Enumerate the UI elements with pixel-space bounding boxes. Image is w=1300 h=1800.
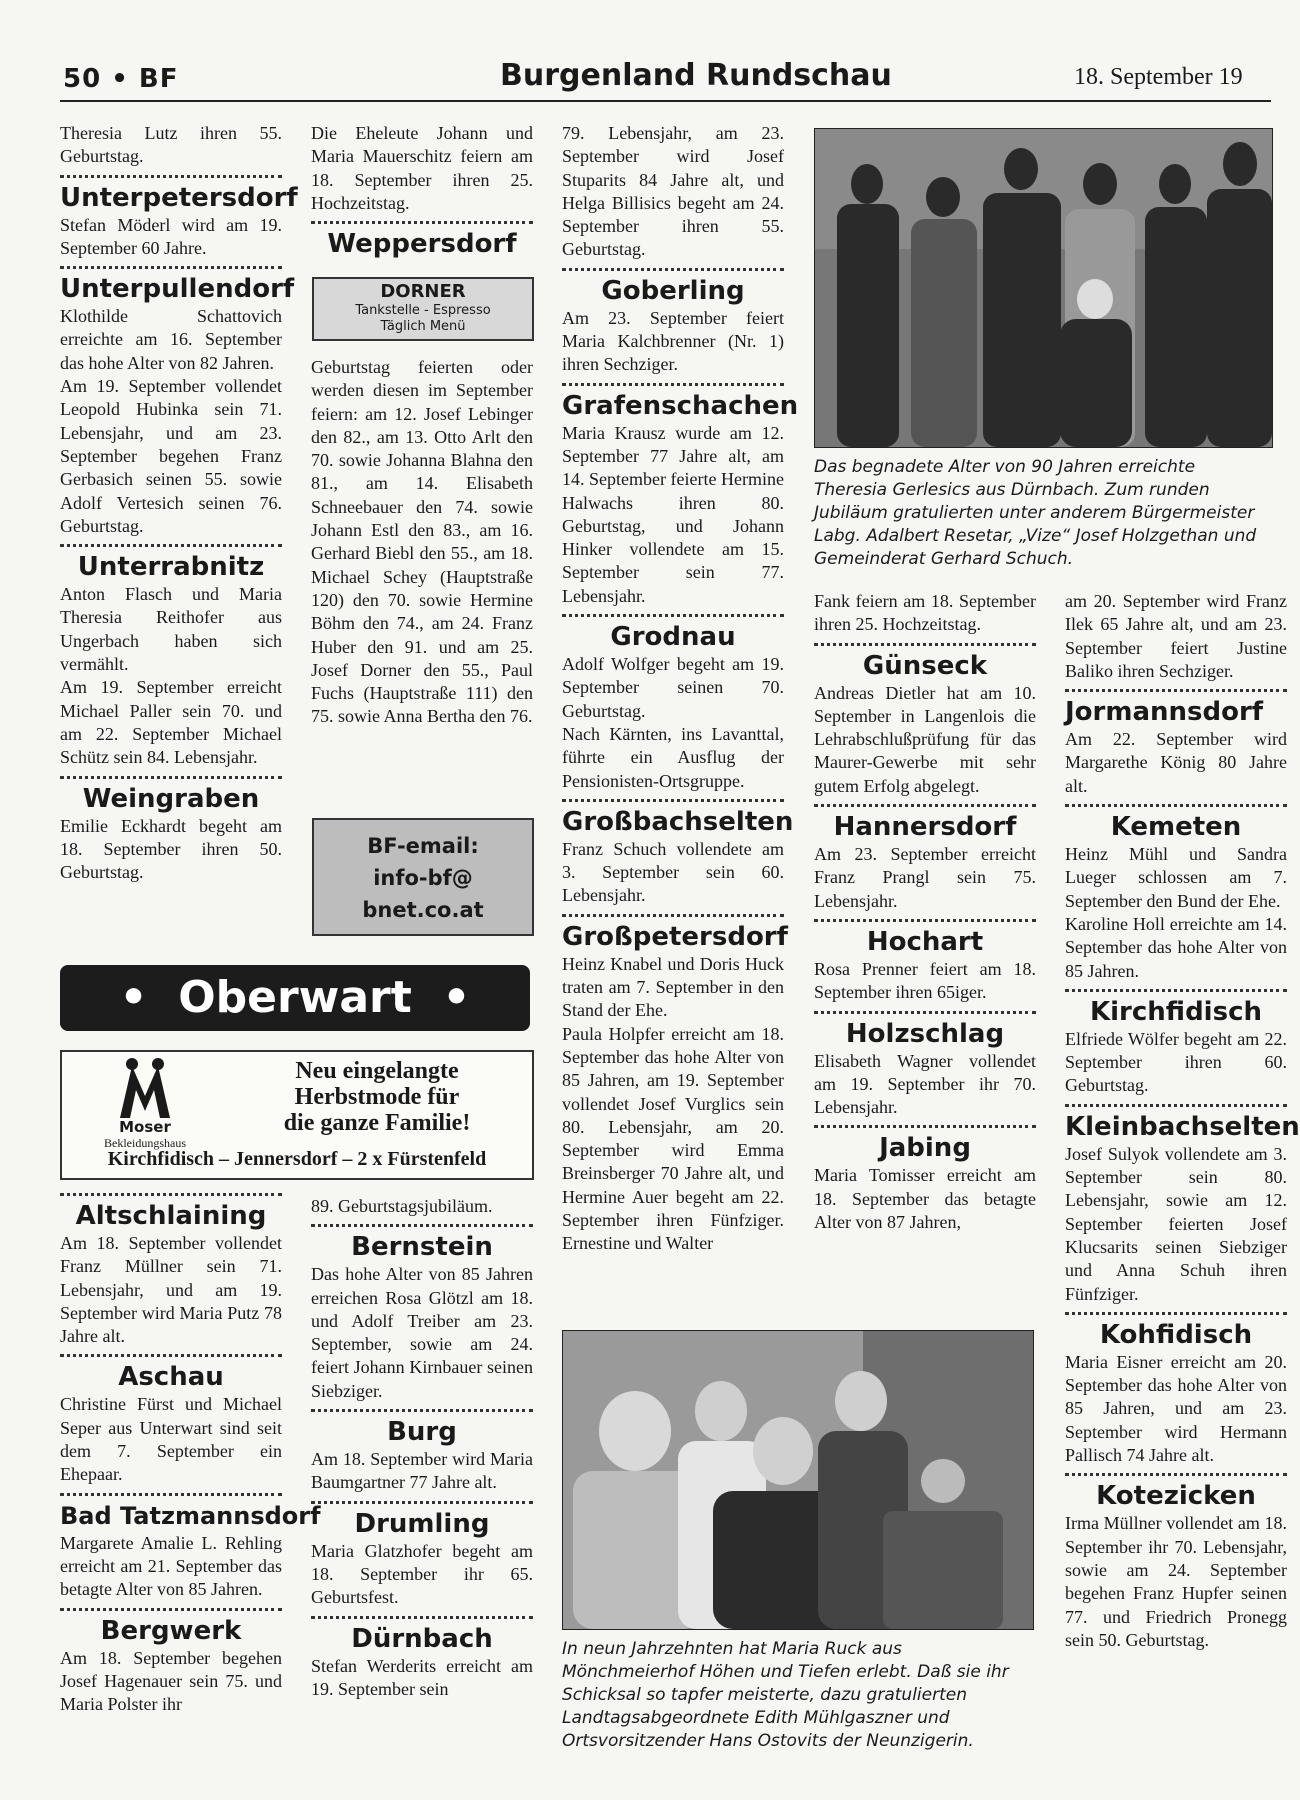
town-heading: Burg bbox=[387, 1417, 457, 1448]
divider bbox=[60, 544, 282, 547]
divider bbox=[1065, 1104, 1287, 1107]
town-heading: Jabing bbox=[879, 1133, 971, 1164]
column-3 bbox=[562, 122, 799, 1256]
article-text: Am 19. September erreicht Michael Paller sein 70. und am 22. September Michael Schütz sein 84. Lebensjahr. bbox=[60, 677, 282, 768]
divider bbox=[1065, 804, 1287, 807]
column-a bbox=[60, 1193, 321, 1716]
divider bbox=[311, 1409, 533, 1412]
column-1 bbox=[60, 122, 298, 884]
article-text: Maria Glatzhofer begeht am 18. September ihr 65. Geburtsfest. bbox=[311, 1540, 533, 1608]
ad-line: Herbstmode für bbox=[294, 1084, 460, 1110]
article-text: Karoline Holl erreichte am 14. September das hohe Alter von 85 Jahren. bbox=[1065, 913, 1287, 981]
divider bbox=[311, 1616, 533, 1619]
town-heading: Großpetersdorf bbox=[562, 921, 788, 952]
town-heading: Kemeten bbox=[1110, 812, 1242, 843]
divider bbox=[1065, 1473, 1287, 1476]
town-heading: Grodnau bbox=[610, 622, 736, 653]
divider bbox=[814, 1125, 1036, 1128]
header-rule bbox=[60, 100, 1271, 102]
photo-graphic bbox=[815, 129, 1272, 447]
article-text: Klothilde Schattovich erreichte am 16. September das hohe Alter von 82 Jahren. bbox=[60, 306, 282, 373]
divider bbox=[562, 383, 784, 386]
article-text: Heinz Mühl und Sandra Lueger schlossen am 7. September den Bund der Ehe. bbox=[1065, 844, 1287, 911]
ad-line: Täglich Menü bbox=[380, 319, 466, 334]
divider bbox=[60, 776, 282, 779]
divider bbox=[60, 1493, 282, 1496]
article-text: Am 18. September wird Maria Baumgartner 77 Jahre alt. bbox=[311, 1449, 533, 1493]
article-text: Am 22. September wird Margarethe König 80 Jahre alt. bbox=[1065, 729, 1287, 796]
column-4 bbox=[814, 590, 1036, 1234]
article-text: Stefan Möderl wird am 19. September 60 Jahre. bbox=[60, 214, 282, 258]
ad-subtitle: Bekleidungshaus bbox=[104, 1136, 186, 1150]
town-heading: Kotezicken bbox=[1096, 1481, 1256, 1512]
article-text: Stefan Werderits erreicht am 19. September sein bbox=[311, 1655, 533, 1699]
town-heading: Jormannsdorf bbox=[1065, 697, 1264, 728]
town-heading: Hannersdorf bbox=[833, 812, 1017, 843]
photo-graphic bbox=[563, 1331, 1033, 1629]
ad-line: info-bf@ bbox=[373, 866, 473, 890]
town-heading: Kirchfidisch bbox=[1090, 996, 1262, 1027]
divider bbox=[1065, 689, 1287, 692]
column-2 bbox=[311, 122, 533, 260]
town-heading: Unterpullendorf bbox=[60, 274, 295, 305]
article-text: Am 23. September feiert Maria Kalchbrenner (Nr. 1) ihren Sechziger. bbox=[562, 307, 784, 375]
town-heading: Goberling bbox=[601, 275, 745, 306]
photo-caption: In neun Jahrzehnten hat Maria Ruck aus Mönchmeierhof Höhen und Tiefen erlebt. Daß sie ihr Schicksal so tapfer meisterte, dazu gratulierten Landtagsabgeordnete Edith Mühlgaszner und Ortsvorsitzender Hans Ostovits der Neunzigerin. bbox=[562, 1639, 1009, 1751]
divider bbox=[60, 1608, 282, 1611]
article-text: Maria Eisner erreicht am 20. September das hohe Alter von 85 Jahren, und am 23. September wird Hermann Pallisch 74 Jahre alt. bbox=[1065, 1351, 1287, 1466]
article-text: Elisabeth Wagner vollendet am 19. September ihr 70. Lebensjahr. bbox=[814, 1050, 1036, 1118]
ad-line: bnet.co.at bbox=[362, 898, 484, 922]
article-text: Maria Krausz wurde am 12. September 77 Jahre alt, am 14. September feierte Hermine Halwachs ihren 80. Geburtstag, und Johann Hinker vollendete am 15. September sein 77. Lebensjahr. bbox=[562, 422, 784, 606]
divider bbox=[311, 1224, 533, 1227]
article-text: Maria Tomisser erreicht am 18. September das betagte Alter von 87 Jahren, bbox=[814, 1165, 1036, 1233]
town-heading: Bad Tatzmannsdorf bbox=[60, 1501, 321, 1530]
divider bbox=[311, 1501, 533, 1504]
issue-date: 18. September 19 bbox=[1074, 64, 1243, 90]
town-heading: Dürnbach bbox=[351, 1623, 493, 1654]
ad-headline bbox=[227, 1058, 527, 1136]
article-text: 79. Lebensjahr, am 23. September wird Josef Stuparits 84 Jahre alt, und Helga Billisics begeht am 24. September ihren 55. Geburtstag. bbox=[562, 123, 784, 260]
ad-line: BF-email: bbox=[367, 834, 479, 858]
divider bbox=[60, 175, 282, 178]
article-text: Rosa Prenner feiert am 18. September ihren 65iger. bbox=[814, 958, 1036, 1003]
photo-maria-ruck bbox=[562, 1330, 1034, 1630]
town-heading: Altschlaining bbox=[75, 1201, 267, 1231]
town-heading: Aschau bbox=[118, 1362, 224, 1393]
article-text: Am 19. September vollendet Leopold Hubinka sein 71. Lebensjahr, und am 23. September begehen Franz Gerbasich seinen 55. sowie Adolf Vertesich seinen 76. Geburtstag. bbox=[60, 376, 282, 536]
column-5-clip bbox=[1063, 588, 1300, 1800]
article-text: Adolf Wolfger begeht am 19. September seinen 70. Geburtstag. bbox=[562, 654, 784, 721]
section-banner-oberwart bbox=[60, 965, 530, 1031]
article-text: Heinz Knabel und Doris Huck traten am 7. September in den Stand der Ehe. bbox=[562, 953, 784, 1021]
divider bbox=[60, 266, 282, 269]
ad-line: Neu eingelangte bbox=[295, 1058, 459, 1084]
divider bbox=[814, 919, 1036, 922]
divider bbox=[562, 268, 784, 271]
town-heading: Bernstein bbox=[351, 1232, 493, 1263]
article-text: Josef Sulyok vollendete am 3. September sein 80. Lebensjahr, sowie am 12. September feierten Josef Klucsarits seinen Siebziger und Anna Schuh ihren Fünfziger. bbox=[1065, 1143, 1287, 1304]
page-number: 50 • BF bbox=[63, 64, 179, 94]
photo-caption: Das begnadete Alter von 90 Jahren erreichte Theresia Gerlesics aus Dürnbach. Zum runden Jubiläum gratulierten unter anderem Bürgermeister Labg. Adalbert Resetar, „Vize“ Josef Holzgethan und Gemeinderat Gerhard Schuch. bbox=[814, 457, 1257, 569]
ad-brand: Moser bbox=[119, 1118, 171, 1136]
article-text: Andreas Dietler hat am 10. September in Langenlois die Lehrabschlußprüfung für das Maurer-Gewerbe mit sehr gutem Erfolg abgelegt. bbox=[814, 682, 1036, 796]
column-5 bbox=[1065, 590, 1300, 1652]
ad-locations: Kirchfidisch – Jennersdorf – 2 x Fürstenfeld bbox=[107, 1148, 487, 1170]
article-text: Am 18. September vollendet Franz Müllner sein 71. Lebensjahr, und am 19. September wird Maria Putz 78 Jahre alt. bbox=[60, 1233, 282, 1347]
article-text: am 20. September wird Franz Ilek 65 Jahre alt, und am 23. September feiert Justine Baliko ihren Sechziger. bbox=[1065, 591, 1287, 681]
article-text: Geburtstag feierten oder werden diesen im September feiern: am 12. Josef Lebinger den 82., am 13. Otto Arlt den 70. sowie Johanna Blahna den 81., am 14. Elisabeth Schneebauer den 74. sowie Johann Estl den 83., am 16. Gerhard Biebl den 55., am 18. Michael Schey (Hauptstraße 120) den 70. sowie Hermine Böhm den 74., am 24. Franz Huber den 91. und am 25. Josef Dorner den 55., Paul Fuchs (Hauptstraße 111) den 75. sowie Anna Bertha den 76. bbox=[311, 357, 533, 727]
town-heading: Günseck bbox=[862, 650, 988, 681]
photo-jubilee-group bbox=[814, 128, 1273, 448]
article-text: Margarete Amalie L. Rehling erreicht am 21. September das betagte Alter von 85 Jahren. bbox=[60, 1532, 282, 1600]
ad-line: Tankstelle - Espresso bbox=[355, 303, 491, 318]
town-heading: Kohfidisch bbox=[1099, 1319, 1253, 1350]
divider bbox=[311, 221, 533, 224]
ad-brand: DORNER bbox=[380, 281, 466, 302]
email-ad bbox=[312, 818, 534, 936]
town-heading: Grafenschachen bbox=[562, 390, 799, 421]
article-text: Das hohe Alter von 85 Jahren erreichen Rosa Glötzl am 18. und Adolf Treiber am 23. September, sowie am 24. feiert Johann Kirnbauer seinen Siebziger. bbox=[311, 1264, 533, 1401]
divider bbox=[562, 914, 784, 917]
article-text: Theresia Lutz ihren 55. Geburtstag. bbox=[60, 123, 282, 167]
divider bbox=[814, 804, 1036, 807]
article-text: Nach Kärnten, ins Lavanttal, führte ein Ausflug der Pensionisten-Ortsgruppe. bbox=[562, 723, 784, 791]
town-heading: Holzschlag bbox=[845, 1018, 1005, 1049]
town-heading: Großbachselten bbox=[562, 806, 794, 837]
article-text: Franz Schuch vollendete am 3. September sein 60. Lebensjahr. bbox=[562, 838, 784, 906]
article-text: Am 23. September erreicht Franz Prangl sein 75. Lebensjahr. bbox=[814, 844, 1036, 911]
article-text: Anton Flasch und Maria Theresia Reithofer aus Ungerbach haben sich vermählt. bbox=[60, 584, 282, 675]
article-text: Paula Holpfer erreicht am 18. September das hohe Alter von 85 Jahren, am 19. September vollendet Josef Vurglics sein 80. Lebensjahr, am 20. September wird Emma Breinsberger 70 Jahre alt, und Hermine Auer begeht am 22. September ihren Fünfziger. Ernestine und Walter bbox=[562, 1023, 784, 1254]
article-text: Fank feiern am 18. September ihren 25. Hochzeitstag. bbox=[814, 591, 1036, 635]
town-heading: Weppersdorf bbox=[327, 229, 517, 260]
divider bbox=[60, 1354, 282, 1357]
ad-line: die ganze Familie! bbox=[283, 1110, 471, 1136]
town-heading: Unterrabnitz bbox=[77, 552, 265, 583]
moser-logo-icon bbox=[70, 1056, 220, 1126]
dorner-ad bbox=[312, 277, 534, 341]
article-text: Elfriede Wölfer begeht am 22. September ihren 60. Geburtstag. bbox=[1065, 1028, 1287, 1096]
town-heading: Kleinbachselten bbox=[1065, 1111, 1300, 1142]
divider bbox=[1065, 1312, 1287, 1315]
divider bbox=[60, 1193, 282, 1196]
divider bbox=[562, 799, 784, 802]
town-heading: Hochart bbox=[866, 926, 984, 957]
article-text: Christine Fürst und Michael Seper aus Unterwart sind seit dem 7. September ein Ehepaar. bbox=[60, 1394, 282, 1485]
moser-ad bbox=[60, 1050, 534, 1180]
column-b bbox=[311, 1195, 533, 1701]
town-heading: Drumling bbox=[354, 1508, 490, 1539]
moser-logo bbox=[70, 1056, 220, 1150]
divider bbox=[562, 614, 784, 617]
divider bbox=[1065, 989, 1287, 992]
article-text: Irma Müllner vollendet am 18. September ihr 70. Lebensjahr, sowie am 24. September begehen Franz Hupfer seinen 77. und Friedrich Pronegg sein 50. Geburtstag. bbox=[1065, 1513, 1287, 1650]
article-text: Am 18. September begehen Josef Hagenauer sein 75. und Maria Polster ihr bbox=[60, 1647, 282, 1715]
article-text: Die Eheleute Johann und Maria Mauerschitz feiern am 18. September ihren 25. Hochzeitstag. bbox=[311, 123, 533, 213]
article-text: 89. Geburtstagsjubiläum. bbox=[311, 1196, 493, 1216]
divider bbox=[814, 643, 1036, 646]
town-heading: Bergwerk bbox=[100, 1615, 242, 1646]
town-heading: Weingraben bbox=[82, 783, 260, 814]
column-2-lower bbox=[311, 356, 533, 729]
newspaper-title: Burgenland Rundschau bbox=[500, 58, 892, 93]
divider bbox=[814, 1011, 1036, 1014]
town-heading: Unterpetersdorf bbox=[60, 182, 298, 213]
article-text: Emilie Eckhardt begeht am 18. September ihren 50. Geburtstag. bbox=[60, 815, 282, 883]
section-title: • Oberwart • bbox=[119, 972, 471, 1023]
